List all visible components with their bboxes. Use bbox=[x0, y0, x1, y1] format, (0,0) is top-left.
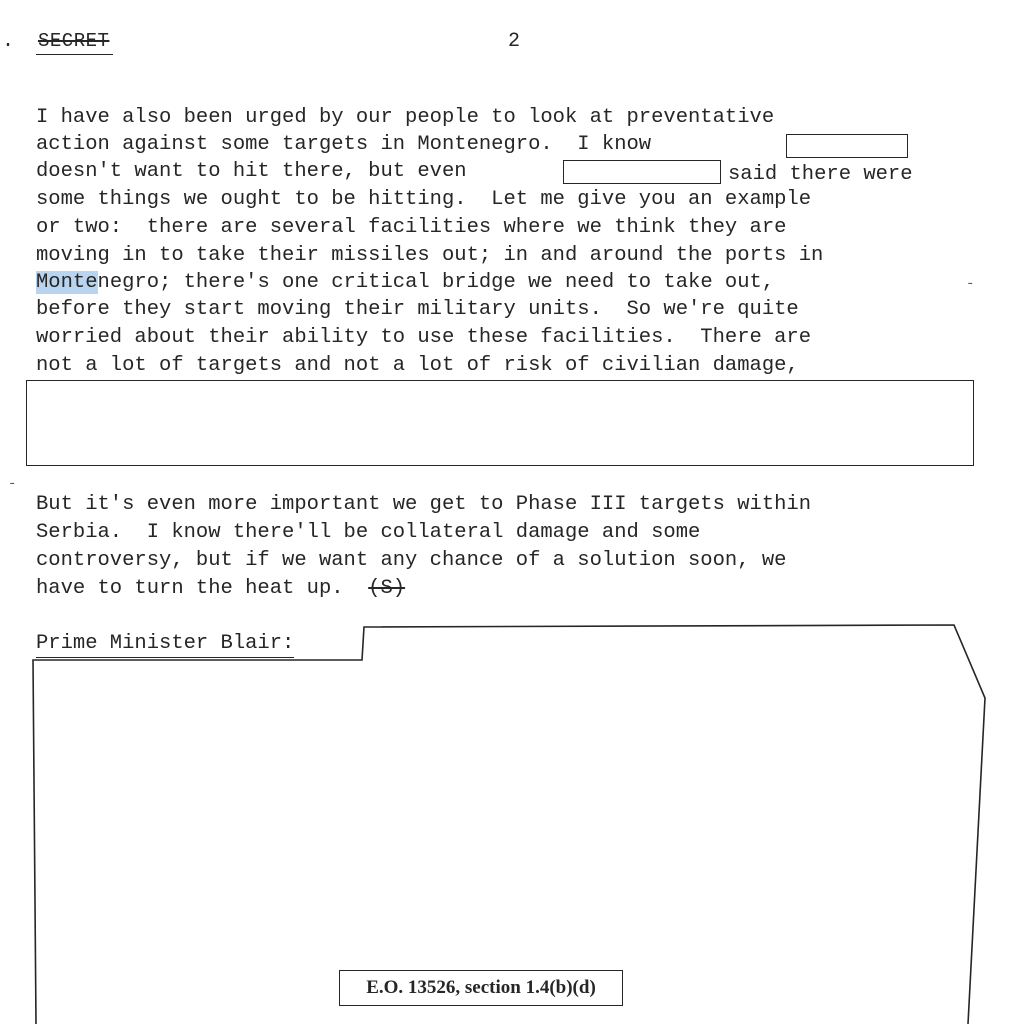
speaker-label: Prime Minister Blair: bbox=[36, 632, 295, 655]
text-line: action against some targets in Montenegro. I know bbox=[36, 133, 652, 156]
classification-marking: SECRET bbox=[38, 30, 110, 52]
text-line: moving in to take their missiles out; in and around the ports in bbox=[36, 244, 824, 267]
highlighted-text: Monte bbox=[36, 271, 98, 294]
text-line: before they start moving their military units. So we're quite bbox=[36, 298, 799, 321]
text-line: have to turn the heat up. (S) bbox=[36, 577, 406, 600]
text-line: Serbia. I know there'll be collateral damage and some bbox=[36, 521, 701, 544]
classification-portion-mark: (S) bbox=[368, 577, 406, 600]
text-line: Montenegro; there's one critical bridge we need to take out, bbox=[36, 271, 775, 294]
text-line: worried about their ability to use these facilities. There are bbox=[36, 326, 812, 349]
text-line: But it's even more important we get to Phase III targets within bbox=[36, 493, 812, 516]
text-line: controversy, but if we want any chance of a solution soon, we bbox=[36, 549, 787, 572]
text-line: not a lot of targets and not a lot of risk of civilian damage, bbox=[36, 354, 799, 377]
text-line: I have also been urged by our people to look at preventative bbox=[36, 106, 775, 129]
text-line: or two: there are several facilities where we think they are bbox=[36, 216, 787, 239]
exemption-label: E.O. 13526, section 1.4(b)(d) bbox=[339, 970, 623, 1006]
text-line: said there were bbox=[728, 163, 913, 186]
page-number: 2 bbox=[508, 30, 521, 53]
text-line: doesn't want to hit there, but even bbox=[36, 160, 467, 183]
leading-mark: . bbox=[2, 30, 15, 53]
stray-mark: - bbox=[8, 476, 17, 492]
stray-mark: - bbox=[966, 276, 975, 292]
text-line: some things we ought to be hitting. Let me give you an example bbox=[36, 188, 812, 211]
